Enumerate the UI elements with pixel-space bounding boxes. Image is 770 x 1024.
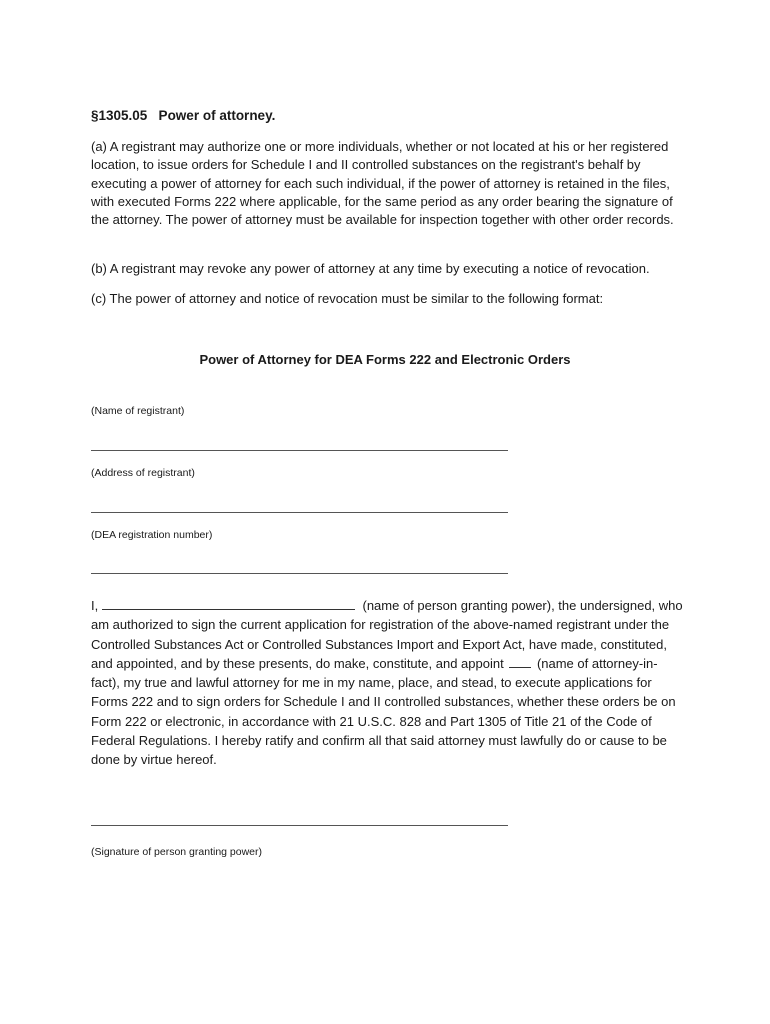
form-title: Power of Attorney for DEA Forms 222 and Electronic Orders bbox=[199, 352, 571, 367]
body-prefix: I, bbox=[91, 598, 99, 613]
grantor-name-blank[interactable] bbox=[102, 608, 355, 610]
registrant-name-label: (Name of registrant) bbox=[91, 405, 185, 417]
signature-line[interactable] bbox=[91, 825, 508, 826]
dea-registration-label: (DEA registration number) bbox=[91, 529, 213, 541]
registrant-name-line[interactable] bbox=[91, 450, 508, 451]
section-heading: §1305.05 Power of attorney. bbox=[91, 108, 276, 123]
signature-label: (Signature of person granting power) bbox=[91, 846, 263, 858]
power-of-attorney-body bbox=[91, 596, 685, 770]
body-end-text: (name of attorney-in-fact), my true and lawful attorney for me in my name, place, and stead, to execute applications for Forms 222 and to sign orders for Schedule I and II controlled substances, whether these orders be on Form 222 or electronic, in accordance with 21 U.S.C. 828 and Part 1305 of Title 21 of the Code of Federal Regulations. I hereby ratify and confirm all that said attorney must lawfully do or cause to be done by virtue hereof. bbox=[91, 655, 676, 768]
paragraph-c: (c) The power of attorney and notice of revocation must be similar to the following format: bbox=[91, 291, 604, 306]
paragraph-a: (a) A registrant may authorize one or more individuals, whether or not located at his or her registered location, to issue orders for Schedule I and II controlled substances on the registrant's behalf by executing a power of attorney for each such individual, if the power of attorney is retained in the files, with executed Forms 222 where applicable, for the same period as any order bearing the signature of the attorney. The power of attorney must be available for inspection together with other order records. bbox=[91, 139, 674, 228]
dea-registration-line[interactable] bbox=[91, 573, 508, 574]
registrant-address-label: (Address of registrant) bbox=[91, 467, 195, 479]
attorney-name-blank[interactable] bbox=[509, 666, 531, 668]
paragraph-b: (b) A registrant may revoke any power of attorney at any time by executing a notice of revocation. bbox=[91, 261, 650, 276]
body-middle-text: (name of person granting power), the undersigned, who am authorized to sign the current application for registration of the above-named registrant under the Controlled Substances Act or Controlled Substances Import and Export Act, have made, constituted, and appointed, and by these presents, do make, constitute, and appoint bbox=[91, 598, 683, 671]
registrant-address-line[interactable] bbox=[91, 512, 508, 513]
